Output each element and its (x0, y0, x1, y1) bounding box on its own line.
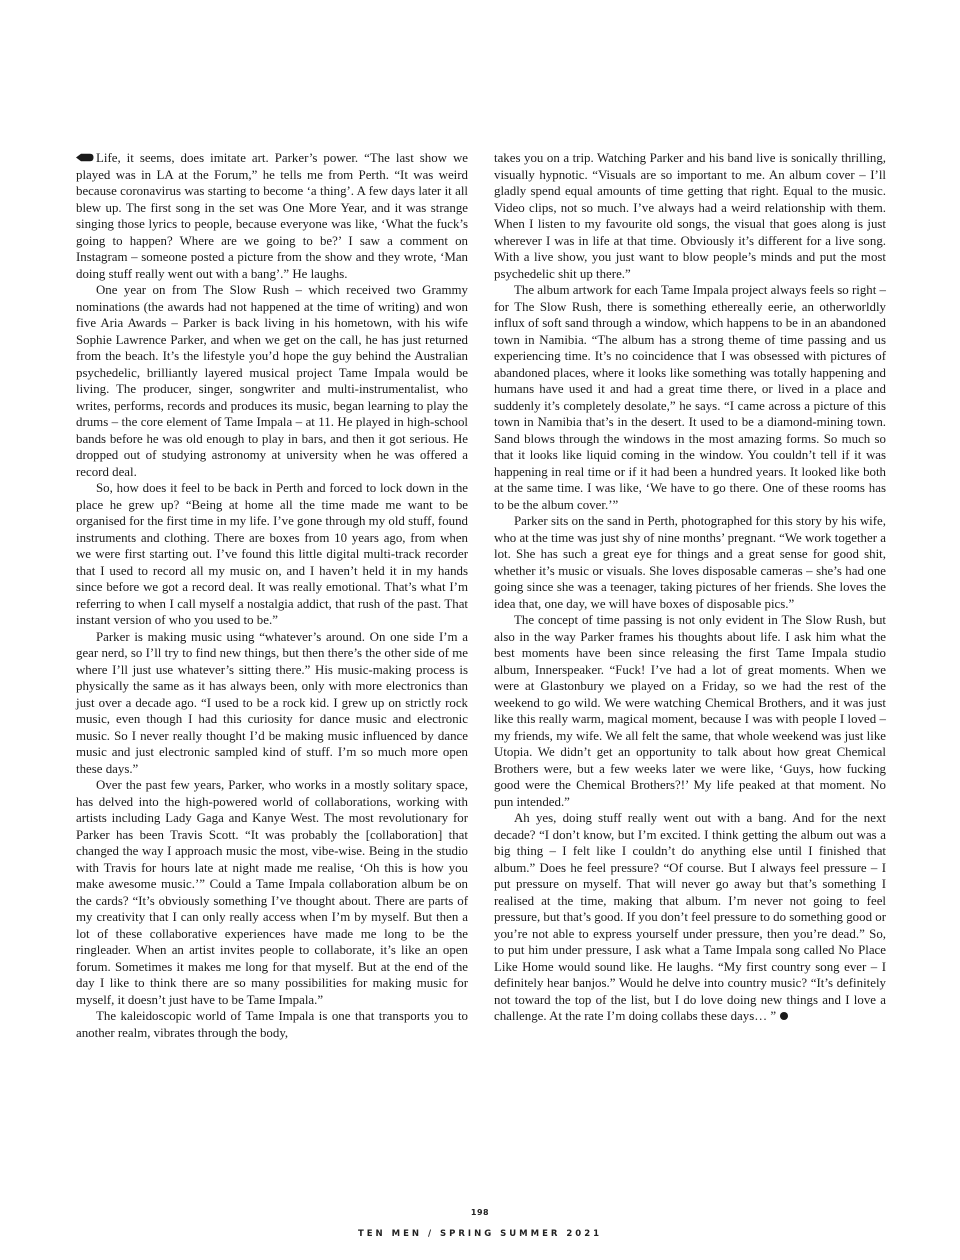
paragraph: The concept of time passing is not only evident in The Slow Rush, but also in the way Parker frames his thoughts about life. I ask him what the best moments have been since releasing the first Tame Impala studio album, Innerspeaker. “Fuck! I’ve had a lot of great moments. When we were at Glastonbury we played on a Friday, so we had the rest of the weekend to go wild. We were watching Chemical Brothers, and it was just like this really warm, magical moment, because I was with people I loved – my friends, my wife. We all felt the same, that whole weekend was just like Utopia. We didn’t get an opportunity to talk about how great Chemical Brothers were, but a few weeks later we were like, ‘Guys, how fucking good were the Chemical Brothers?!’ My life peaked at that moment. No pun intended.” (494, 613, 886, 809)
paragraph: The album artwork for each Tame Impala project always feels so right – for The Slow Rush, there is something ethereally eerie, an otherworldly influx of soft sand through a window, which happens to be in an abandoned town in Namibia. “The album has a strong theme of time passing and us experiencing time. It’s no coincidence that I was obsessed with pictures of abandoned places, where it looks like something was totally happening and humans have used it and had a great time there, or lived in a place and suddenly it’s completely desolate,” he says. “I came across a picture of this town in Namibia that’s in the desert. It used to be a diamond-mining town. Sand blows through the windows in the most amazing forms. So much so that it looks like liquid coming in the window. You couldn’t tell if it was happening in real time or if it had been a hundred years. It looked like both at the same time. I was like, ‘We have to go there. One of these rooms has to be the album cover.’” (494, 283, 886, 512)
paragraph: Parker is making music using “whatever’s around. On one side I’m a gear nerd, so I’ll try to find new things, but then there’s the other side of me where I’ll just use whatever’s sitting there.” His music-making process is physically the same as it has always been, only with more electronics than just over a decade ago. “I used to be a rock kid. I grew up on strictly rock music, even though I had this curiosity for dance music and electronic music. So I never really thought I’d be making music influenced by dance music and just electronic sampled kind of stuff. I’m so much more open these days.” (76, 629, 468, 776)
page-number: 198 (470, 1208, 490, 1217)
paragraph: So, how does it feel to be back in Perth and forced to lock down in the place he grew up? “Being at home all the time made me want to be organised for the first time in my life. I’ve gone through my old stuff, found instruments and clothing. There are boxes from 10 years ago, from when we were first starting out. I’ve found this little digital multi-track recorder that I used to record all my music on, and I haven’t held it in my hands since before we got a record deal. It was really emotional. That’s what I’m referring to when I call myself a nostalgia addict, that rush of the past. That instant version of who you used to be.” (76, 481, 468, 627)
right-column (494, 150, 886, 1025)
paragraph: takes you on a trip. Watching Parker and his band live is sonically thrilling, visually hypnotic. “Visuals are so important to me. An album cover – I’ll gladly spend equal amounts of time getting that right. Equal to the music. Video clips, not so much. I’ve always had a weird relationship with them. When I listen to my favourite old songs, the visual that goes along is just wherever I was in life at that time. Obviously it’s different for a live song. With a live show, you just want to blow people’s minds and put the most psychedelic shit up there.” (494, 151, 886, 281)
magazine-footer: TEN MEN / SPRING SUMMER 2021 (357, 1229, 603, 1239)
paragraph: Ah yes, doing stuff really went out with a bang. And for the next decade? “I don’t know, but I’m excited. I think getting the album out was a big thing – I felt like I couldn’t do anything else until I finished that album.” Does he feel pressure? “Of course. But I always feel pressure – I put pressure on myself. That will never go away but that’s something I realised at the time, making that album. I’m never not going to feel pressure, but that’s good. If you don’t feel pressure to do something good or you’re not able to express yourself under pressure, then you’re dead.” So, to put him under pressure, I ask what a Tame Impala song called No Place Like Home would sound like. He laughs. “My first country song ever – I definitely hear banjos.” Would he delve into country music? “It’s definitely not toward the top of the list, but I do love doing new things and I love a challenge. At the rate I’m doing collabs these days… ” (494, 811, 886, 1023)
pointing-hand-icon (76, 153, 94, 162)
left-column (76, 150, 468, 1041)
paragraph: One year on from The Slow Rush – which received two Grammy nominations (the awards had not happened at the time of writing) and won five Aria Awards – Parker is back living in his hometown, with his wife Sophie Lawrence Parker, and when we get on the call, he has just returned from the beach. It’s the lifestyle you’d hope the guy behind the Australian psychedelic, brilliantly layered musical project Tame Impala would be living. The producer, singer, songwriter and multi-instrumentalist, who writes, performs, records and produces its music, began learning to play the drums – the core element of Tame Impala – at 11. He played in high-school bands before he was old enough to play in bars, and then it got serious. He dropped out of studying astronomy at university when he was offered a record deal. (76, 283, 468, 479)
end-of-article-icon (780, 1012, 788, 1020)
paragraph: Over the past few years, Parker, who works in a mostly solitary space, has delved into the high-powered world of collaborations, working with artists including Lady Gaga and Kanye West. The most revolutionary for Parker has been Travis Scott. “It was probably the [collaboration] that changed the way I approach music the most, vibe-wise. Being in the studio with Travis for hours late at night made me realise, ‘Oh this is how you make awesome music.’” Could a Tame Impala collaboration album be on the cards? “It’s obviously something I’ve thought about. There are parts of my creativity that I can only really access when I’m by myself. But then a lot of these collaborative experiences have made me long to be the ringleader. When an artist invites people to collaborate, it’s like an open forum. Sometimes it makes me long for that myself. But at the end of the day I like to think there are so many possibilities for making music for myself, it doesn’t just have to be Tame Impala.” (76, 778, 468, 1007)
paragraph: Life, it seems, does imitate art. Parker’s power. “The last show we played was in LA at the Forum,” he tells me from Perth. “It was weird because coronavirus was starting to become ‘a thing’. A few days later it all blew up. The first song in the set was One More Year, and it was strange singing those lyrics to people, because everyone was like, ‘What the fuck’s going to happen? Where are we going to be?’ I saw a comment on Instagram – someone posted a picture from the show and they wrote, ‘Man doing stuff really went out with a bang’.” He laughs. (76, 151, 468, 281)
paragraph: Parker sits on the sand in Perth, photographed for this story by his wife, who at the time was just shy of nine months’ pregnant. “We work together a lot. She has such a great eye for things and a great sense for good shit, whether it’s music or visuals. She loves disposable cameras – she’s had one going since she was a teenager, taking pictures of her friends. She loves the idea that, one day, we will have boxes of disposable pics.” (494, 514, 886, 611)
paragraph: The kaleidoscopic world of Tame Impala is one that transports you to another realm, vibrates through the body, (76, 1009, 468, 1040)
